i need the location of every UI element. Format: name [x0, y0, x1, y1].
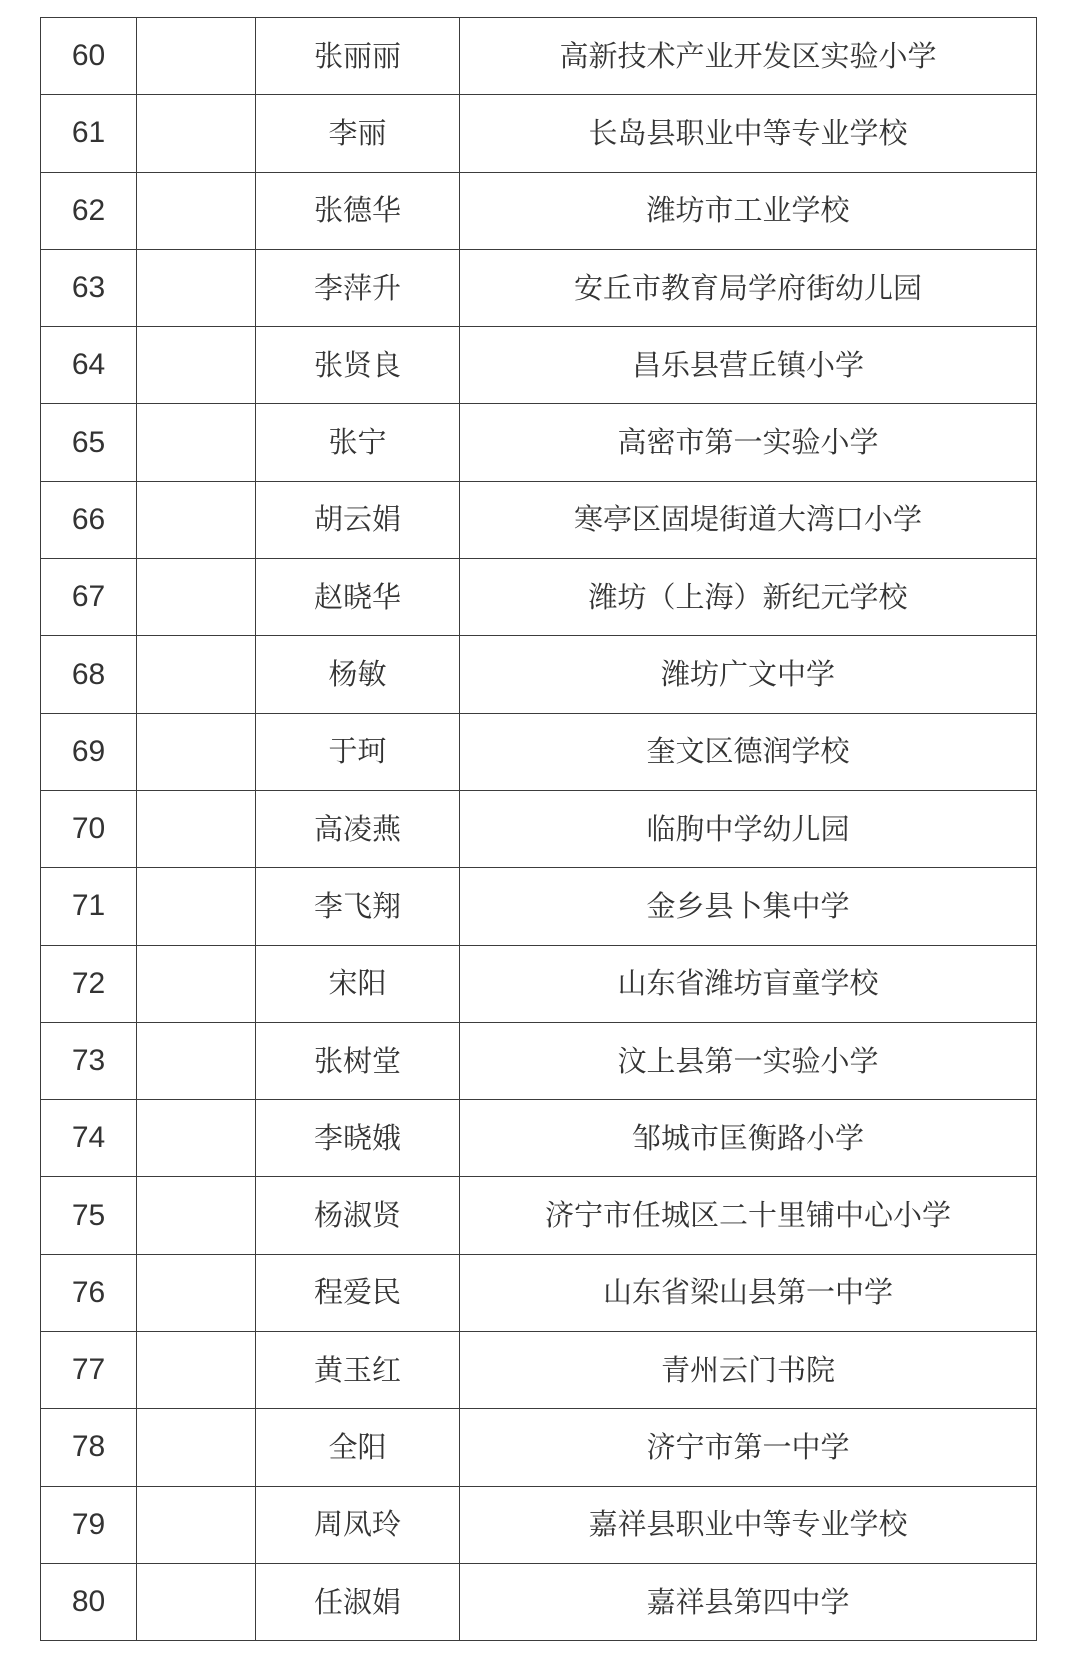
name-cell: 程爱民 [256, 1254, 460, 1331]
row-number-cell: 61 [41, 95, 137, 172]
school-cell: 青州云门书院 [460, 1332, 1037, 1409]
school-cell: 长岛县职业中等专业学校 [460, 95, 1037, 172]
row-number-cell: 76 [41, 1254, 137, 1331]
row-number-cell: 67 [41, 559, 137, 636]
blank-cell [137, 945, 256, 1022]
blank-cell [137, 95, 256, 172]
row-number-cell: 63 [41, 249, 137, 326]
row-number-cell: 60 [41, 18, 137, 95]
table-row [41, 1563, 1037, 1640]
school-cell: 高新技术产业开发区实验小学 [460, 18, 1037, 95]
name-cell: 高凌燕 [256, 790, 460, 867]
table-row [41, 1409, 1037, 1486]
table-row [41, 172, 1037, 249]
blank-cell [137, 636, 256, 713]
row-number-cell: 64 [41, 327, 137, 404]
school-cell: 昌乐县营丘镇小学 [460, 327, 1037, 404]
table-row [41, 404, 1037, 481]
name-cell: 李萍升 [256, 249, 460, 326]
name-cell: 于珂 [256, 713, 460, 790]
school-cell: 济宁市第一中学 [460, 1409, 1037, 1486]
table-row [41, 1100, 1037, 1177]
name-cell: 杨淑贤 [256, 1177, 460, 1254]
table-row [41, 1332, 1037, 1409]
row-number-cell: 79 [41, 1486, 137, 1563]
blank-cell [137, 1486, 256, 1563]
blank-cell [137, 172, 256, 249]
school-cell: 潍坊（上海）新纪元学校 [460, 559, 1037, 636]
row-number-cell: 65 [41, 404, 137, 481]
name-cell: 全阳 [256, 1409, 460, 1486]
blank-cell [137, 790, 256, 867]
name-cell: 黄玉红 [256, 1332, 460, 1409]
school-cell: 山东省梁山县第一中学 [460, 1254, 1037, 1331]
table-row [41, 636, 1037, 713]
school-cell: 潍坊广文中学 [460, 636, 1037, 713]
table-row [41, 1254, 1037, 1331]
row-number-cell: 75 [41, 1177, 137, 1254]
row-number-cell: 80 [41, 1563, 137, 1640]
blank-cell [137, 18, 256, 95]
blank-cell [137, 1022, 256, 1099]
school-cell: 临朐中学幼儿园 [460, 790, 1037, 867]
school-cell: 寒亭区固堤街道大湾口小学 [460, 481, 1037, 558]
blank-cell [137, 1332, 256, 1409]
school-cell: 安丘市教育局学府街幼儿园 [460, 249, 1037, 326]
table-row [41, 868, 1037, 945]
name-cell: 张宁 [256, 404, 460, 481]
row-number-cell: 77 [41, 1332, 137, 1409]
school-cell: 山东省潍坊盲童学校 [460, 945, 1037, 1022]
blank-cell [137, 249, 256, 326]
blank-cell [137, 481, 256, 558]
blank-cell [137, 713, 256, 790]
table-row [41, 559, 1037, 636]
name-cell: 周凤玲 [256, 1486, 460, 1563]
name-cell: 任淑娟 [256, 1563, 460, 1640]
teacher-list-table [40, 17, 1037, 1641]
blank-cell [137, 559, 256, 636]
blank-cell [137, 327, 256, 404]
blank-cell [137, 404, 256, 481]
blank-cell [137, 1563, 256, 1640]
row-number-cell: 68 [41, 636, 137, 713]
name-cell: 赵晓华 [256, 559, 460, 636]
blank-cell [137, 1409, 256, 1486]
table-row [41, 95, 1037, 172]
name-cell: 张德华 [256, 172, 460, 249]
name-cell: 李丽 [256, 95, 460, 172]
table-row [41, 1177, 1037, 1254]
blank-cell [137, 868, 256, 945]
table-row [41, 18, 1037, 95]
school-cell: 嘉祥县职业中等专业学校 [460, 1486, 1037, 1563]
table-row [41, 1486, 1037, 1563]
school-cell: 邹城市匡衡路小学 [460, 1100, 1037, 1177]
name-cell: 张丽丽 [256, 18, 460, 95]
blank-cell [137, 1177, 256, 1254]
name-cell: 杨敏 [256, 636, 460, 713]
row-number-cell: 62 [41, 172, 137, 249]
table-body [41, 18, 1037, 1641]
name-cell: 胡云娟 [256, 481, 460, 558]
school-cell: 金乡县卜集中学 [460, 868, 1037, 945]
school-cell: 奎文区德润学校 [460, 713, 1037, 790]
row-number-cell: 70 [41, 790, 137, 867]
row-number-cell: 73 [41, 1022, 137, 1099]
row-number-cell: 69 [41, 713, 137, 790]
table-row [41, 945, 1037, 1022]
row-number-cell: 78 [41, 1409, 137, 1486]
table-row [41, 481, 1037, 558]
row-number-cell: 71 [41, 868, 137, 945]
school-cell: 潍坊市工业学校 [460, 172, 1037, 249]
table-row [41, 790, 1037, 867]
school-cell: 济宁市任城区二十里铺中心小学 [460, 1177, 1037, 1254]
name-cell: 李晓娥 [256, 1100, 460, 1177]
blank-cell [137, 1254, 256, 1331]
school-cell: 高密市第一实验小学 [460, 404, 1037, 481]
name-cell: 宋阳 [256, 945, 460, 1022]
row-number-cell: 66 [41, 481, 137, 558]
table-row [41, 249, 1037, 326]
row-number-cell: 72 [41, 945, 137, 1022]
name-cell: 李飞翔 [256, 868, 460, 945]
name-cell: 张贤良 [256, 327, 460, 404]
name-cell: 张树堂 [256, 1022, 460, 1099]
list-table-container [40, 17, 1036, 1641]
blank-cell [137, 1100, 256, 1177]
school-cell: 汶上县第一实验小学 [460, 1022, 1037, 1099]
table-row [41, 713, 1037, 790]
row-number-cell: 74 [41, 1100, 137, 1177]
table-row [41, 1022, 1037, 1099]
table-row [41, 327, 1037, 404]
school-cell: 嘉祥县第四中学 [460, 1563, 1037, 1640]
